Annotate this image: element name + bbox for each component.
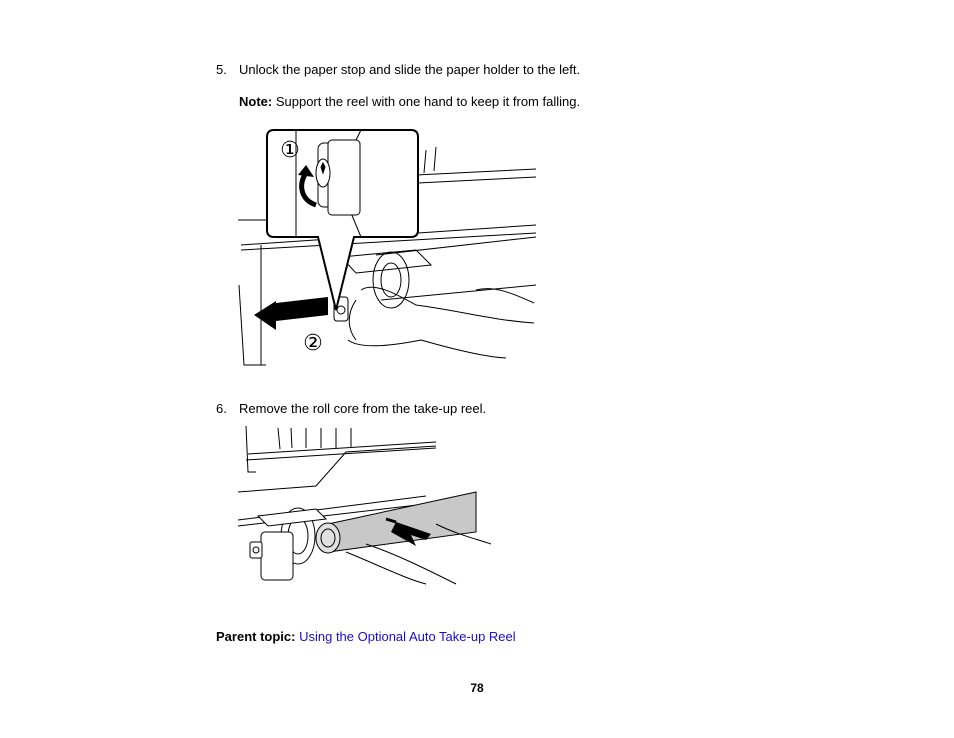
step-text: Remove the roll core from the take-up reel.	[239, 401, 487, 416]
note-label: Note:	[239, 94, 273, 109]
remove-roll-core-illustration	[236, 424, 496, 589]
step-5	[216, 62, 580, 78]
callout-2: ②	[303, 331, 323, 356]
parent-topic	[216, 629, 516, 645]
parent-topic-label: Parent topic:	[216, 629, 296, 644]
note-text: Support the reel with one hand to keep it from falling.	[272, 94, 581, 109]
callout-1: ①	[280, 138, 300, 163]
note	[239, 94, 580, 110]
parent-topic-link[interactable]: Using the Optional Auto Take-up Reel	[299, 629, 516, 644]
unlock-paper-stop-illustration	[236, 125, 536, 370]
step-number: 5.	[216, 62, 227, 77]
step-text: Unlock the paper stop and slide the paper holder to the left.	[239, 62, 581, 77]
step-number: 6.	[216, 401, 227, 416]
page-number: 78	[470, 681, 484, 695]
step-6	[216, 401, 486, 417]
